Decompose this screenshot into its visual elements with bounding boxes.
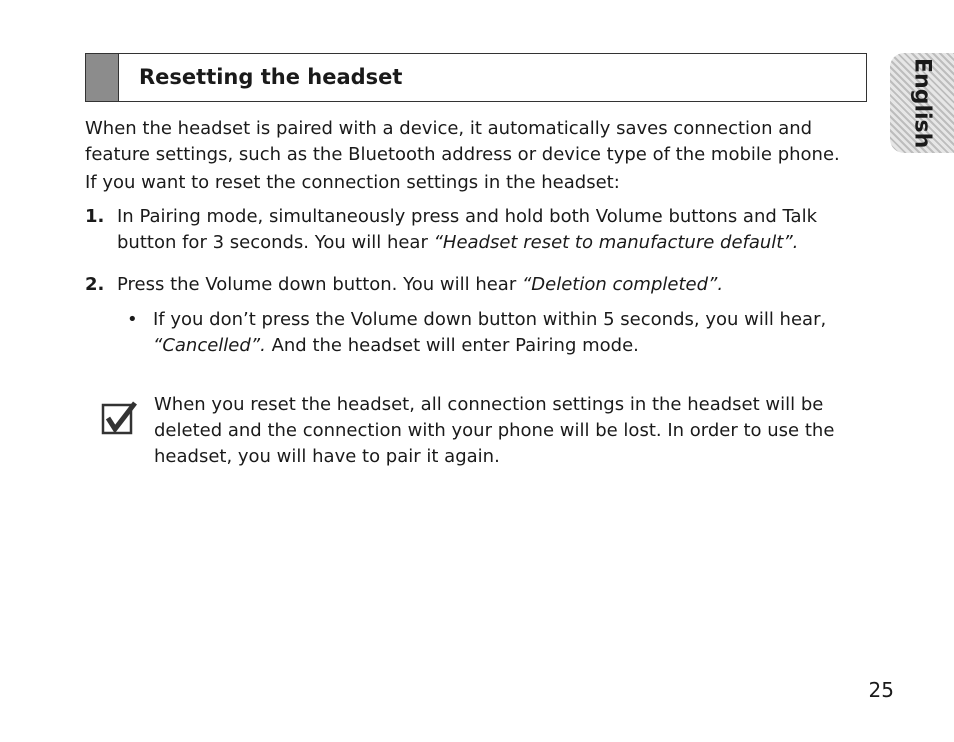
- bullet-text-before: If you don’t press the Volume down button within 5 seconds, you will hear,: [153, 309, 827, 330]
- step-text: Press the Volume down button. You will hear: [117, 274, 522, 295]
- step-body: [117, 272, 845, 298]
- step-2: [85, 272, 845, 298]
- bullet-text-after: And the headset will enter Pairing mode.: [265, 335, 639, 356]
- bullet-body: [153, 307, 847, 359]
- step-text: In Pairing mode, simultaneously press and hold both Volume buttons and Talk button for 3 seconds. You will hear: [117, 206, 817, 253]
- bullet-mark: •: [127, 309, 138, 330]
- note-text: When you reset the headset, all connection settings in the headset will be deleted and the connection with your phone will be lost. In order to use the headset, you will have to pair it again.: [154, 394, 835, 467]
- section-header-swatch: [86, 54, 119, 101]
- language-tab-label: English: [909, 57, 935, 149]
- bullet-item: [127, 307, 847, 359]
- bullet-quote: “Cancelled”.: [153, 335, 266, 356]
- intro-instruction: If you want to reset the connection settings in the headset:: [85, 172, 620, 193]
- checkbox-check-icon: [100, 400, 138, 438]
- language-tab: [890, 53, 954, 153]
- step-number: 2.: [85, 274, 105, 295]
- step-1: [85, 204, 845, 256]
- step-quote: “Deletion completed”.: [521, 274, 724, 295]
- section-title: Resetting the headset: [139, 65, 403, 89]
- page-number: 25: [868, 678, 894, 702]
- step-body: [117, 204, 845, 256]
- section-header: [85, 53, 867, 102]
- intro-paragraph: When the headset is paired with a device, it automatically saves connection and feature settings, such as the Bluetooth address or device type of the mobile phone.: [85, 118, 840, 165]
- step-quote: “Headset reset to manufacture default”.: [433, 232, 799, 253]
- step-number: 1.: [85, 206, 105, 227]
